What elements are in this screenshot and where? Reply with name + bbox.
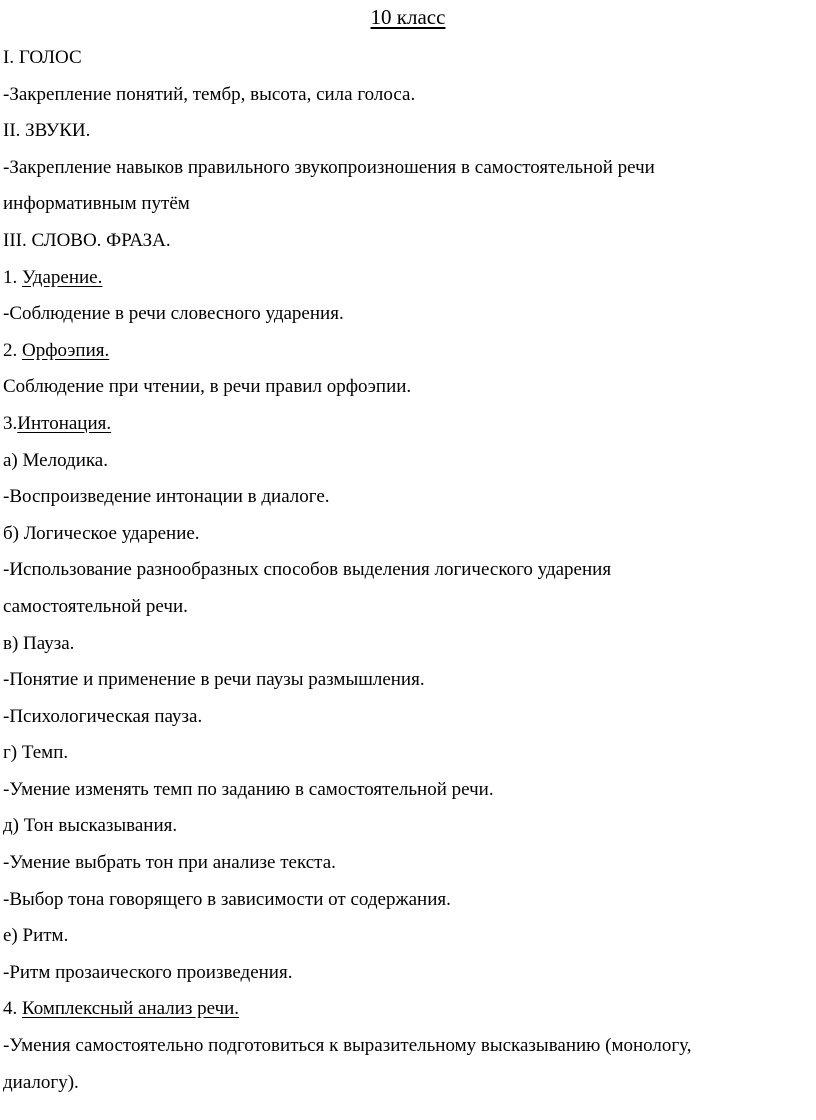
line-text: -Психологическая пауза.: [3, 705, 203, 727]
underlined-heading: Орфоэпия.: [22, 339, 110, 361]
text-line: [3, 772, 813, 809]
line-text: г) Темп.: [3, 742, 69, 764]
line-text: диалогу).: [3, 1071, 79, 1093]
line-text: а) Мелодика.: [3, 449, 108, 471]
line-text: информативным путём: [3, 193, 190, 215]
line-text: -Умение изменять темп по заданию в самостоятельной речи.: [3, 778, 494, 800]
text-line: [3, 735, 813, 772]
text-line: [3, 479, 813, 516]
line-text: III. СЛОВО. ФРАЗА.: [3, 229, 171, 251]
line-text: -Понятие и применение в речи паузы размышления.: [3, 669, 425, 691]
line-text: д) Тон высказывания.: [3, 815, 178, 837]
line-text: б) Логическое ударение.: [3, 522, 200, 544]
text-line: [3, 918, 813, 955]
text-line: [3, 1028, 813, 1065]
line-text: I. ГОЛОС: [3, 47, 82, 68]
text-line: [3, 699, 813, 736]
text-line: [3, 296, 813, 333]
text-line: [3, 77, 813, 114]
page-title: 10 класс: [370, 5, 446, 29]
text-line: [3, 626, 813, 663]
text-line: [3, 955, 813, 992]
line-prefix: 1.: [3, 266, 22, 288]
text-line: [3, 223, 813, 260]
line-text: -Ритм прозаического произведения.: [3, 961, 293, 983]
text-line: [3, 40, 813, 77]
line-text: -Соблюдение в речи словесного ударения.: [3, 303, 344, 325]
text-line: [3, 662, 813, 699]
text-line: [3, 516, 813, 553]
text-line: [3, 406, 813, 443]
line-text: II. ЗВУКИ.: [3, 120, 91, 142]
line-text: е) Ритм.: [3, 925, 69, 947]
line-prefix: 2.: [3, 339, 22, 361]
line-text: самостоятельной речи.: [3, 595, 188, 617]
line-text: -Выбор тона говорящего в зависимости от содержания.: [3, 888, 451, 910]
line-text: -Закрепление понятий, тембр, высота, сила голоса.: [3, 83, 416, 105]
line-text: -Воспроизведение интонации в диалоге.: [3, 486, 330, 508]
line-text: -Умение выбрать тон при анализе текста.: [3, 852, 336, 874]
text-line: [3, 589, 813, 626]
text-line: [3, 1065, 813, 1102]
text-line: [3, 845, 813, 882]
text-line: [3, 882, 813, 919]
underlined-heading: Комплексный анализ речи.: [22, 998, 240, 1020]
line-prefix: 3.: [3, 412, 18, 434]
text-line: [3, 150, 813, 187]
text-line: [3, 369, 813, 406]
line-text: в) Пауза.: [3, 632, 75, 654]
text-line: [3, 443, 813, 480]
text-line: [3, 991, 813, 1028]
text-line: [3, 113, 813, 150]
text-line: [3, 186, 813, 223]
underlined-heading: Ударение.: [22, 266, 103, 288]
text-line: [3, 260, 813, 297]
line-text: Соблюдение при чтении, в речи правил орфоэпии.: [3, 376, 412, 398]
line-text: -Использование разнообразных способов выделения логического ударения: [3, 559, 612, 581]
text-line: [3, 552, 813, 589]
line-prefix: 4.: [3, 998, 22, 1020]
underlined-heading: Интонация.: [17, 412, 112, 434]
line-text: -Умения самостоятельно подготовиться к выразительному высказыванию (монологу,: [3, 1035, 692, 1057]
text-line: [3, 333, 813, 370]
text-line: [3, 808, 813, 845]
line-text: -Закрепление навыков правильного звукопроизношения в самостоятельной речи: [3, 156, 655, 178]
document-body: [3, 40, 813, 1101]
